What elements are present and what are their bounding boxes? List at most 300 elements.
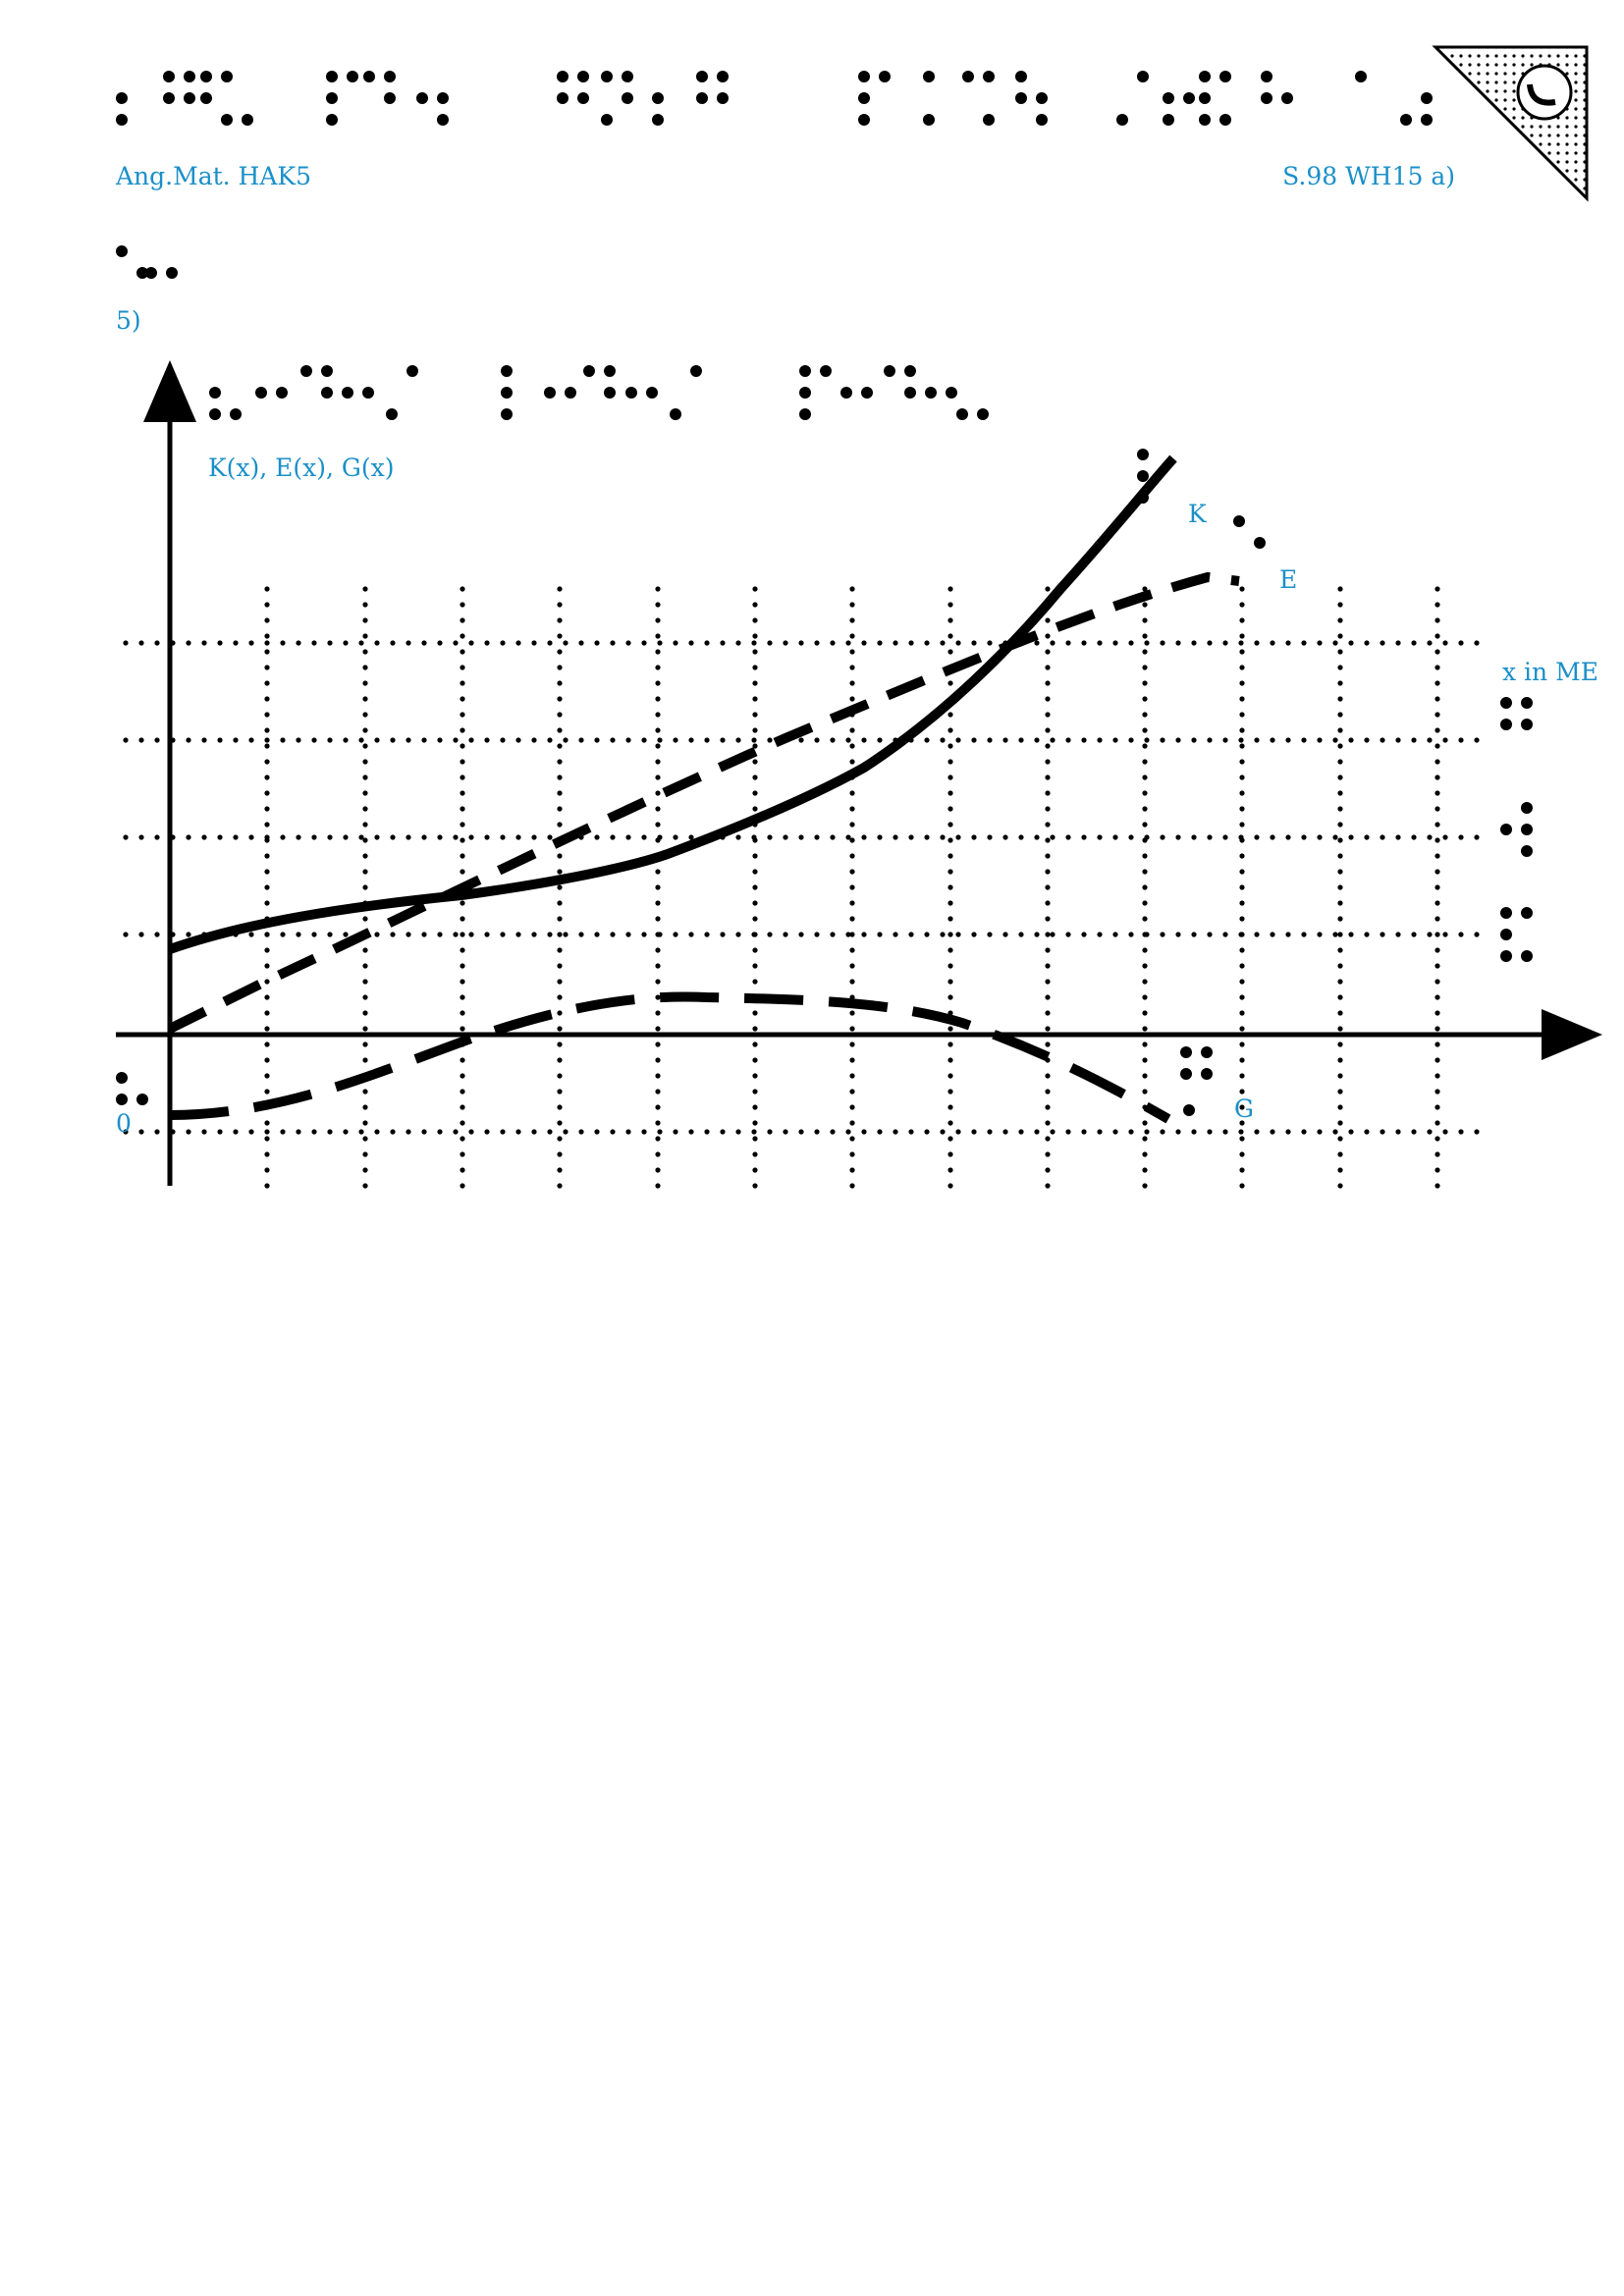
braille-dot [1427, 834, 1432, 839]
braille-dot [1261, 71, 1272, 82]
braille-dot [849, 790, 854, 795]
braille-dot [362, 680, 367, 685]
braille-dot [904, 387, 916, 399]
braille-dot [1435, 1041, 1439, 1046]
braille-dot [655, 806, 660, 811]
braille-dot [752, 1136, 757, 1141]
braille-dot [1332, 1129, 1337, 1134]
braille-dot [1239, 665, 1244, 669]
braille-dot [1045, 743, 1050, 748]
braille-dot [557, 602, 562, 607]
braille-dot [264, 853, 269, 858]
braille-dot [358, 737, 363, 742]
braille-dot [1435, 1104, 1439, 1109]
braille-dot [925, 387, 937, 399]
braille-dot [1458, 932, 1463, 936]
braille-dot [1435, 979, 1439, 984]
braille-dot [1435, 1073, 1439, 1078]
braille-dot [500, 932, 505, 936]
braille-dot [673, 834, 677, 839]
braille-dot [460, 1136, 464, 1141]
braille-dot [908, 932, 913, 936]
braille-dot [1500, 719, 1512, 730]
braille-dot [962, 71, 974, 82]
braille-dot [1065, 1129, 1070, 1134]
braille-dot [908, 834, 913, 839]
braille-dot [1175, 1129, 1180, 1134]
braille-dot [704, 640, 709, 645]
braille-dot [264, 790, 269, 795]
braille-dot [752, 979, 757, 984]
braille-dot [923, 114, 935, 126]
braille-dot [1045, 774, 1050, 779]
braille-dot [1270, 932, 1274, 936]
braille-dot [1045, 759, 1050, 764]
braille-dot [186, 640, 190, 645]
braille-dot [362, 947, 367, 952]
braille-dot [1332, 737, 1337, 742]
braille-dot [184, 92, 195, 104]
braille-dot [783, 1129, 787, 1134]
braille-dot [751, 737, 756, 742]
braille-dot [460, 696, 464, 701]
braille-dot [655, 1104, 660, 1109]
braille-dot [849, 1057, 854, 1062]
braille-dot [947, 1183, 952, 1188]
braille-dot [1239, 727, 1244, 732]
braille-dot [655, 617, 660, 622]
braille-dot [460, 916, 464, 921]
braille-dot [154, 640, 159, 645]
braille-dot [1337, 680, 1342, 685]
braille-dot [460, 602, 464, 607]
braille-dot [1435, 712, 1439, 717]
braille-dot [1144, 737, 1149, 742]
braille-dot [987, 834, 992, 839]
braille-dot [641, 834, 646, 839]
braille-dot [1337, 947, 1342, 952]
braille-dot [849, 806, 854, 811]
braille-dot [752, 712, 757, 717]
braille-dot [752, 586, 757, 591]
braille-dot [1045, 900, 1050, 905]
braille-dot [1239, 1057, 1244, 1062]
braille-dot [264, 665, 269, 669]
braille-dot [390, 640, 395, 645]
braille-dot [1411, 932, 1416, 936]
braille-dot [578, 1129, 583, 1134]
braille-dot [1239, 759, 1244, 764]
braille-dot [421, 640, 426, 645]
braille-dot [276, 387, 288, 399]
braille-dot [264, 712, 269, 717]
braille-dot [893, 640, 897, 645]
braille-dot [820, 365, 832, 377]
braille-dot [622, 71, 633, 82]
braille-dot [311, 932, 316, 936]
braille-dot [625, 932, 630, 936]
braille-dot [1163, 92, 1174, 104]
braille-dot [362, 1041, 367, 1046]
braille-dot [752, 617, 757, 622]
braille-dot [798, 1129, 803, 1134]
braille-dot [557, 806, 562, 811]
braille-dot [657, 640, 662, 645]
braille-dot [1142, 1136, 1147, 1141]
task-number: 5) [116, 306, 141, 335]
braille-dot [123, 640, 128, 645]
braille-dot [264, 1120, 269, 1125]
braille-dot [1427, 932, 1432, 936]
braille-dot [1317, 834, 1322, 839]
braille-dot [343, 932, 348, 936]
braille-dot [557, 1167, 562, 1172]
braille-dot [1239, 963, 1244, 968]
braille-dot [877, 737, 882, 742]
braille-dot [468, 932, 473, 936]
braille-dot [717, 92, 729, 104]
braille-dot [947, 853, 952, 858]
braille-dot [1045, 649, 1050, 654]
braille-dot [138, 834, 143, 839]
braille-dot [655, 680, 660, 685]
braille-dot [460, 617, 464, 622]
braille-dot [1521, 719, 1533, 730]
braille-dot [1142, 696, 1147, 701]
braille-dot [1207, 834, 1212, 839]
braille-dot [752, 853, 757, 858]
curves [170, 458, 1239, 1119]
braille-dot [1337, 822, 1342, 827]
braille-dot [1435, 837, 1439, 842]
braille-dot [1442, 932, 1447, 936]
braille-dot [547, 1129, 552, 1134]
braille-dot [908, 1129, 913, 1134]
braille-dot [264, 1089, 269, 1094]
braille-dot [947, 1120, 952, 1125]
braille-dot [460, 1057, 464, 1062]
braille-dot [601, 114, 613, 126]
braille-dot [406, 1129, 410, 1134]
braille-dot [1317, 640, 1322, 645]
braille-dot [783, 834, 787, 839]
braille-dot [1411, 737, 1416, 742]
braille-dot [752, 1120, 757, 1125]
braille-dot [460, 1073, 464, 1078]
braille-dot [1034, 640, 1039, 645]
braille-dot [924, 932, 929, 936]
braille-dot [955, 737, 960, 742]
braille-dot [362, 727, 367, 732]
braille-dot [362, 1089, 367, 1094]
braille-dot [578, 640, 583, 645]
braille-dot [583, 365, 595, 377]
tactile-corner-mark-icon [1435, 47, 1587, 198]
braille-dot [563, 737, 568, 742]
braille-dot [557, 1151, 562, 1156]
braille-dot [217, 640, 222, 645]
braille-dot [657, 932, 662, 936]
braille-dot [1301, 737, 1306, 742]
braille-dot [1142, 1151, 1147, 1156]
braille-dot [987, 932, 992, 936]
braille-dot [515, 932, 520, 936]
braille-dot [362, 1183, 367, 1188]
braille-dot [1045, 869, 1050, 874]
braille-dot [655, 994, 660, 999]
braille-dot [814, 737, 819, 742]
braille-dot [879, 71, 891, 82]
braille-dot [327, 932, 332, 936]
braille-dot [255, 387, 267, 399]
braille-dot [1128, 640, 1133, 645]
braille-dot [1045, 1010, 1050, 1015]
braille-dot [1097, 737, 1102, 742]
braille-dot [264, 696, 269, 701]
braille-dot [557, 1104, 562, 1109]
braille-dot [877, 1129, 882, 1134]
braille-dot [814, 1129, 819, 1134]
braille-dot [515, 640, 520, 645]
braille-dot [1018, 737, 1023, 742]
braille-dot [264, 774, 269, 779]
braille-dot [1239, 633, 1244, 638]
braille-dot [1207, 932, 1212, 936]
braille-dot [1239, 712, 1244, 717]
braille-dot [1239, 1089, 1244, 1094]
braille-dot [849, 1120, 854, 1125]
braille-dot [1112, 834, 1117, 839]
braille-dot [1175, 640, 1180, 645]
braille-dot [1435, 1136, 1439, 1141]
braille-dot [688, 640, 693, 645]
braille-dot [557, 932, 562, 936]
braille-dot [1317, 737, 1322, 742]
braille-dot [1142, 712, 1147, 717]
braille-dot [280, 640, 285, 645]
braille-dot [1142, 617, 1147, 622]
braille-dot [646, 387, 658, 399]
braille-dot [362, 1026, 367, 1031]
braille-dot [557, 696, 562, 701]
braille-dot [971, 640, 976, 645]
braille-dot [362, 806, 367, 811]
braille-dot [1435, 1167, 1439, 1172]
braille-dot [849, 586, 854, 591]
braille-dot [845, 640, 850, 645]
braille-dot [1435, 586, 1439, 591]
braille-dot [1435, 963, 1439, 968]
braille-dot [406, 640, 410, 645]
braille-dot [1380, 1129, 1384, 1134]
braille-dot [752, 774, 757, 779]
braille-dot [983, 71, 995, 82]
braille-dot [849, 1026, 854, 1031]
braille-dot [468, 834, 473, 839]
braille-dot [751, 932, 756, 936]
braille-dot [460, 963, 464, 968]
braille-dot [1500, 697, 1512, 709]
braille-dot [468, 640, 473, 645]
braille-dot [1435, 790, 1439, 795]
braille-dot [163, 71, 175, 82]
braille-dot [1285, 1129, 1290, 1134]
braille-dot [460, 1010, 464, 1015]
braille-dot [374, 1129, 379, 1134]
braille-dot [515, 1129, 520, 1134]
braille-dot [1364, 932, 1369, 936]
braille-dot [1421, 114, 1433, 126]
braille-dot [752, 1167, 757, 1172]
braille-dot [296, 834, 300, 839]
braille-dot [1238, 737, 1243, 742]
braille-dot [1337, 837, 1342, 842]
braille-dot [1435, 822, 1439, 827]
braille-dot [845, 1129, 850, 1134]
braille-dot [924, 834, 929, 839]
braille-dot [515, 834, 520, 839]
braille-dot [1239, 696, 1244, 701]
braille-dot [861, 640, 866, 645]
braille-dot [264, 1136, 269, 1141]
braille-dot [752, 1026, 757, 1031]
braille-dot [1337, 696, 1342, 701]
braille-dot [460, 1089, 464, 1094]
braille-dot [940, 640, 945, 645]
braille-dot [655, 900, 660, 905]
braille-dot [1435, 884, 1439, 889]
braille-dot [751, 834, 756, 839]
braille-dot [154, 932, 159, 936]
braille-dot [1045, 696, 1050, 701]
braille-dot [1348, 737, 1353, 742]
braille-dot [877, 834, 882, 839]
braille-dot [460, 869, 464, 874]
braille-dot [1285, 834, 1290, 839]
braille-dot [201, 640, 206, 645]
braille-dot [735, 932, 740, 936]
braille-dot [849, 743, 854, 748]
braille-dot [1045, 617, 1050, 622]
braille-dot [264, 963, 269, 968]
braille-dot [673, 640, 677, 645]
braille-dot [1045, 1041, 1050, 1046]
braille-dot [1337, 884, 1342, 889]
braille-dot [987, 640, 992, 645]
braille-dot [1348, 640, 1353, 645]
braille-dot [264, 1010, 269, 1015]
braille-dot [688, 737, 693, 742]
braille-dot [947, 869, 952, 874]
braille-dot [655, 1041, 660, 1046]
braille-dot [1474, 1129, 1479, 1134]
braille-dot [264, 586, 269, 591]
braille-dot [1285, 932, 1290, 936]
braille-dot [893, 834, 897, 839]
braille-dot [1395, 932, 1400, 936]
braille-dot [577, 71, 589, 82]
braille-dot [1191, 1129, 1196, 1134]
braille-dot [690, 365, 702, 377]
braille-dot [1239, 994, 1244, 999]
braille-dot [657, 737, 662, 742]
braille-dot [200, 71, 212, 82]
braille-dot [1281, 92, 1293, 104]
braille-dot [947, 633, 952, 638]
braille-dot [1081, 1129, 1086, 1134]
braille-dot [557, 884, 562, 889]
braille-dot [421, 737, 426, 742]
braille-dot [484, 932, 489, 936]
curve-k [170, 458, 1173, 949]
braille-dot [1160, 640, 1164, 645]
braille-dot [1337, 617, 1342, 622]
braille-dot [845, 737, 850, 742]
braille-dot [947, 759, 952, 764]
braille-dot [1142, 869, 1147, 874]
braille-dot [280, 1129, 285, 1134]
braille-dot [1521, 845, 1533, 857]
braille-dot [688, 834, 693, 839]
braille-dot [947, 1073, 952, 1078]
braille-dot [406, 932, 410, 936]
braille-dot [688, 1129, 693, 1134]
braille-dot [201, 834, 206, 839]
braille-dot [358, 640, 363, 645]
braille-dot [296, 640, 300, 645]
braille-dot [814, 834, 819, 839]
braille-dot [1435, 947, 1439, 952]
braille-dot [1144, 1129, 1149, 1134]
braille-dot [421, 834, 426, 839]
braille-dot [460, 806, 464, 811]
braille-dot [947, 586, 952, 591]
braille-dot [971, 1129, 976, 1134]
braille-dot [1254, 640, 1259, 645]
braille-dot [1002, 737, 1007, 742]
braille-dot [1183, 92, 1195, 104]
braille-dot [717, 71, 729, 82]
braille-dot [1142, 602, 1147, 607]
braille-dot [264, 649, 269, 654]
braille-dot [1500, 824, 1512, 835]
braille-dot [799, 408, 811, 420]
braille-dot [1045, 853, 1050, 858]
braille-dot [610, 834, 615, 839]
braille-dot [390, 737, 395, 742]
braille-dot [696, 71, 708, 82]
braille-dot [1050, 1129, 1055, 1134]
y-axis-label: K(x), E(x), G(x) [208, 454, 395, 482]
braille-dot [437, 114, 449, 126]
braille-dot [1500, 907, 1512, 919]
braille-dot [641, 932, 646, 936]
braille-dot [123, 834, 128, 839]
braille-dot [947, 822, 952, 827]
braille-dot [248, 1129, 253, 1134]
braille-dot [947, 1026, 952, 1031]
braille-dot [1222, 1129, 1227, 1134]
braille-dot [186, 1129, 190, 1134]
braille-dot [557, 1089, 562, 1094]
braille-dot [1337, 665, 1342, 669]
braille-header [116, 71, 1433, 126]
braille-dot [1332, 932, 1337, 936]
braille-dot [830, 1129, 835, 1134]
braille-dot [460, 727, 464, 732]
braille-dot [655, 1167, 660, 1172]
braille-dot [752, 1183, 757, 1188]
